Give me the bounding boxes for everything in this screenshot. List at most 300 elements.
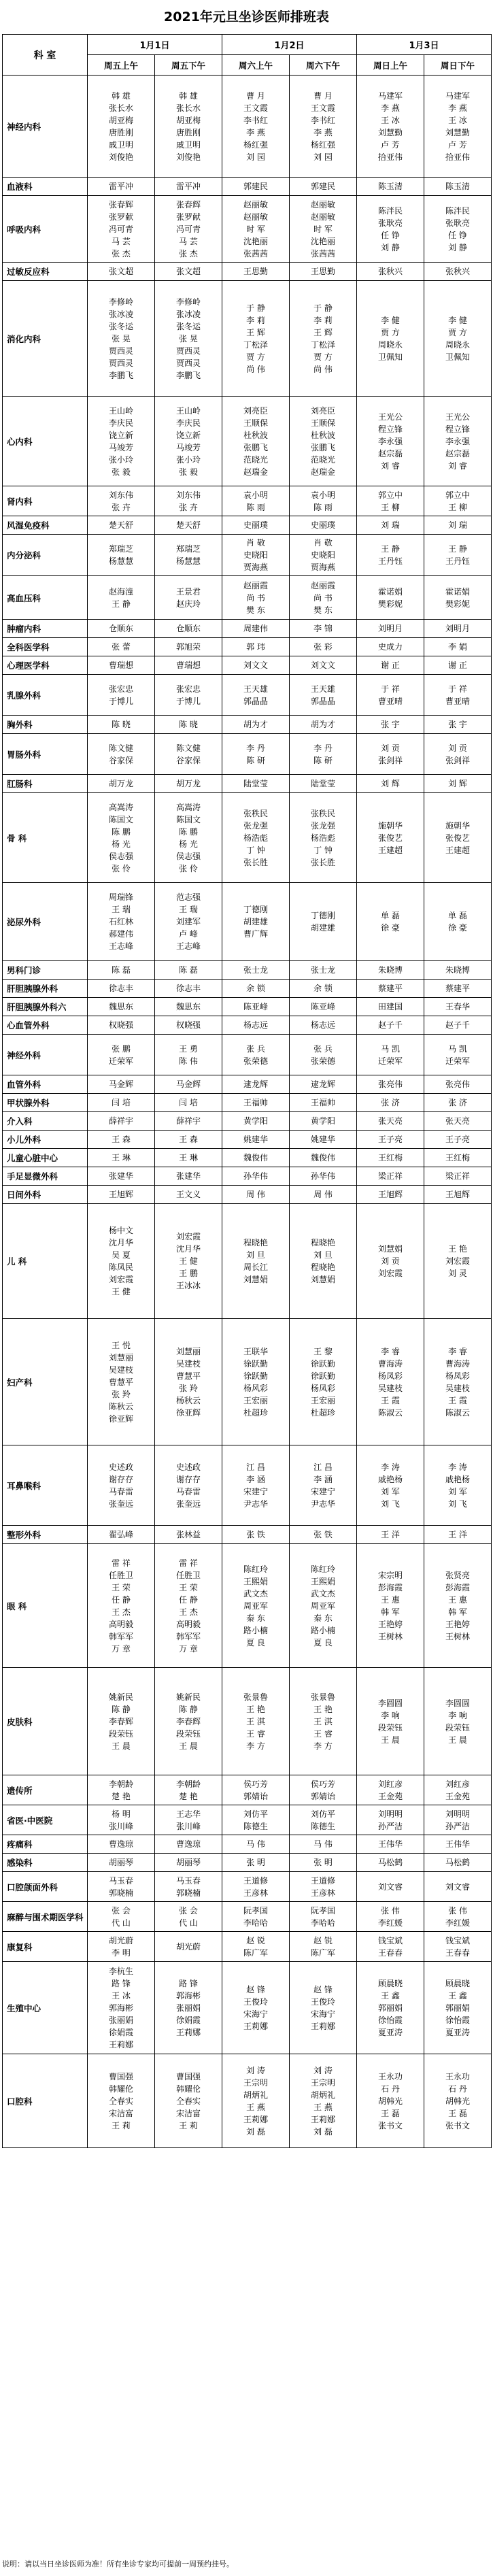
doctor-cell: 张秩民 张龙强 杨浩彪 丁 钟 张长胜 bbox=[290, 793, 357, 883]
table-row bbox=[3, 1932, 492, 1962]
doctor-cell: 李 娟 bbox=[424, 638, 492, 656]
doctor-cell: 曹瑞想 bbox=[88, 656, 155, 675]
doctor-cell: 余 锁 bbox=[222, 980, 290, 998]
doctor-cell: 梁正祥 bbox=[424, 1167, 492, 1186]
doctor-cell: 魏思东 bbox=[155, 998, 222, 1016]
doctor-cell: 张 兵 张荣德 bbox=[222, 1035, 290, 1075]
doctor-cell: 张贤亮 彭海霞 王 惠 韩 军 王艳婷 王树林 bbox=[424, 1544, 492, 1668]
doctor-cell: 王 洋 bbox=[424, 1526, 492, 1544]
doctor-cell: 李 丹 陈 研 bbox=[222, 734, 290, 775]
doctor-cell: 范志强 王 瑞 刘建军 卢 峰 王志峰 bbox=[155, 883, 222, 961]
table-row bbox=[3, 620, 492, 638]
doctor-cell: 陈 晓 bbox=[155, 716, 222, 734]
doctor-cell: 刘文文 bbox=[290, 656, 357, 675]
doctor-cell: 王 静 王丹钰 bbox=[424, 535, 492, 576]
dept-name: 皮肤科 bbox=[3, 1668, 88, 1775]
doctor-cell: 杨中文 沈月华 吴 夏 陈凤民 刘宏霞 王 健 bbox=[88, 1204, 155, 1319]
doctor-cell: 韩 雄 张长水 胡亚梅 唐胜刚 戚卫明 刘俊艳 bbox=[155, 76, 222, 178]
dept-name: 小儿外科 bbox=[3, 1131, 88, 1149]
dept-name: 儿 科 bbox=[3, 1204, 88, 1319]
table-row bbox=[3, 516, 492, 535]
doctor-cell: 胡为才 bbox=[222, 716, 290, 734]
doctor-cell: 王山岭 李庆民 饶立新 马竣芳 张小玲 张 毅 bbox=[155, 397, 222, 486]
table-row bbox=[3, 1805, 492, 1835]
schedule-table bbox=[2, 34, 492, 2148]
dept-name: 神经内科 bbox=[3, 76, 88, 178]
doctor-cell: 李 健 贾 方 周晓永 卫佩知 bbox=[357, 281, 424, 397]
doctor-cell: 刘红彦 王金苑 bbox=[424, 1775, 492, 1805]
doctor-cell: 李 丹 陈 研 bbox=[290, 734, 357, 775]
doctor-cell: 曹 月 王文霞 李书红 李 燕 杨红强 刘 园 bbox=[290, 76, 357, 178]
doctor-cell: 刘 贡 张剑祥 bbox=[357, 734, 424, 775]
doctor-cell: 张 宇 bbox=[357, 716, 424, 734]
dept-name: 肛肠科 bbox=[3, 775, 88, 793]
doctor-cell: 王子亮 bbox=[424, 1131, 492, 1149]
doctor-cell: 张建华 bbox=[88, 1167, 155, 1186]
doctor-cell: 张秋兴 bbox=[424, 263, 492, 281]
doctor-cell: 张 会 代 山 bbox=[155, 1902, 222, 1932]
doctor-cell: 施朝华 张俊艺 王建超 bbox=[424, 793, 492, 883]
table-row bbox=[3, 1319, 492, 1445]
doctor-cell: 仓顺东 bbox=[88, 620, 155, 638]
doctor-cell: 赵丽敏 赵丽敏 时 军 沈艳丽 张茜茜 bbox=[222, 196, 290, 263]
doctor-cell: 高嵩涛 陈国文 陈 鹏 杨 光 侯志强 张 伶 bbox=[88, 793, 155, 883]
doctor-cell: 李圆圆 李 响 段荣钰 王 晨 bbox=[424, 1668, 492, 1775]
doctor-cell: 王思勤 bbox=[222, 263, 290, 281]
table-row bbox=[3, 775, 492, 793]
doctor-cell: 逮龙辉 bbox=[222, 1075, 290, 1094]
doctor-cell: 钱宝斌 王春春 bbox=[357, 1932, 424, 1962]
doctor-cell: 马 凯 迁荣军 bbox=[424, 1035, 492, 1075]
doctor-cell: 刘 辉 bbox=[424, 775, 492, 793]
table-row bbox=[3, 1204, 492, 1319]
table-row bbox=[3, 178, 492, 196]
table-row bbox=[3, 1167, 492, 1186]
doctor-cell: 马 伟 bbox=[222, 1835, 290, 1854]
doctor-cell: 徐志丰 bbox=[155, 980, 222, 998]
doctor-cell: 史成力 bbox=[357, 638, 424, 656]
dept-name: 血管外科 bbox=[3, 1075, 88, 1094]
dept-name: 胸外科 bbox=[3, 716, 88, 734]
doctor-cell: 赵子千 bbox=[424, 1016, 492, 1035]
doctor-cell: 王福帅 bbox=[222, 1094, 290, 1112]
doctor-cell: 刘明月 bbox=[357, 620, 424, 638]
doctor-cell: 于 静 李 莉 王 辉 丁松泽 贾 方 尚 伟 bbox=[222, 281, 290, 397]
doctor-cell: 马 凯 迁荣军 bbox=[357, 1035, 424, 1075]
doctor-cell: 张秩民 张龙强 杨浩彪 丁 钟 张长胜 bbox=[222, 793, 290, 883]
doctor-cell: 侯巧芳 郭婧诒 bbox=[222, 1775, 290, 1805]
session-header: 周六上午 bbox=[222, 55, 290, 76]
doctor-cell: 肖 敬 史晓阳 贾海燕 bbox=[222, 535, 290, 576]
doctor-cell: 阮孝国 李哈哈 bbox=[290, 1902, 357, 1932]
doctor-cell: 胡光蔚 bbox=[155, 1932, 222, 1962]
doctor-cell: 张春辉 张罗献 冯可青 马 芸 张 杰 bbox=[88, 196, 155, 263]
doctor-cell: 赵丽霞 尚 书 樊 东 bbox=[290, 576, 357, 620]
doctor-cell: 雷 祥 任胜卫 王 荣 任 静 王 杰 高明毅 韩军军 万 章 bbox=[88, 1544, 155, 1668]
doctor-cell: 王 勇 陈 伟 bbox=[155, 1035, 222, 1075]
dept-name: 眼 科 bbox=[3, 1544, 88, 1668]
doctor-cell: 施朝华 张俊艺 王建超 bbox=[357, 793, 424, 883]
session-header: 周日上午 bbox=[357, 55, 424, 76]
doctor-cell: 王伟华 bbox=[424, 1835, 492, 1854]
doctor-cell: 胡万龙 bbox=[88, 775, 155, 793]
day-header: 1月3日 bbox=[357, 35, 492, 55]
doctor-cell: 张 铁 bbox=[290, 1526, 357, 1544]
doctor-cell: 王 洋 bbox=[357, 1526, 424, 1544]
table-row bbox=[3, 1131, 492, 1149]
doctor-cell: 逮龙辉 bbox=[290, 1075, 357, 1094]
table-row bbox=[3, 716, 492, 734]
doctor-cell: 曹瑞想 bbox=[155, 656, 222, 675]
doctor-cell: 张 济 bbox=[357, 1094, 424, 1112]
doctor-cell: 陈亚峰 bbox=[290, 998, 357, 1016]
table-row bbox=[3, 1016, 492, 1035]
doctor-cell: 李 健 贾 方 周晓永 卫佩知 bbox=[424, 281, 492, 397]
doctor-cell: 张林益 bbox=[155, 1526, 222, 1544]
doctor-cell: 李圆圆 李 响 段荣钰 王 晨 bbox=[357, 1668, 424, 1775]
doctor-cell: 李 睿 曹海涛 杨凤彩 吴建枝 王 霞 陈淑云 bbox=[357, 1319, 424, 1445]
doctor-cell: 李修岭 张冰凌 张冬运 张 晃 贾西灵 贾西灵 李鹏飞 bbox=[88, 281, 155, 397]
dept-name: 麻醉与围术期医学科 bbox=[3, 1902, 88, 1932]
doctor-cell: 王旭辉 bbox=[88, 1186, 155, 1204]
doctor-cell: 曹国强 韩耀伦 仝春实 宋洁富 王 莉 bbox=[155, 2054, 222, 2148]
doctor-cell: 张秋兴 bbox=[357, 263, 424, 281]
dept-name: 男科门诊 bbox=[3, 961, 88, 980]
doctor-cell: 王景君 赵庆玲 bbox=[155, 576, 222, 620]
doctor-cell: 张 彩 bbox=[290, 638, 357, 656]
doctor-cell: 胡万龙 bbox=[155, 775, 222, 793]
table-row bbox=[3, 76, 492, 178]
doctor-cell: 王伟华 bbox=[357, 1835, 424, 1854]
doctor-cell: 王志华 张川峰 bbox=[155, 1805, 222, 1835]
doctor-cell: 蔡建平 bbox=[424, 980, 492, 998]
doctor-cell: 翟弘峰 bbox=[88, 1526, 155, 1544]
doctor-cell: 楚天舒 bbox=[155, 516, 222, 535]
doctor-cell: 楚天舒 bbox=[88, 516, 155, 535]
dept-name: 肾内科 bbox=[3, 486, 88, 516]
table-row bbox=[3, 1149, 492, 1167]
doctor-cell: 闫 培 bbox=[88, 1094, 155, 1112]
doctor-cell: 史述政 谢存存 马春雷 张奎远 bbox=[88, 1445, 155, 1526]
table-row bbox=[3, 1094, 492, 1112]
doctor-cell: 蔡建平 bbox=[357, 980, 424, 998]
table-row bbox=[3, 576, 492, 620]
doctor-cell: 王道修 王彦林 bbox=[222, 1872, 290, 1902]
doctor-cell: 王福帅 bbox=[290, 1094, 357, 1112]
doctor-cell: 赵 锐 陈广军 bbox=[222, 1932, 290, 1962]
doctor-cell: 权晓强 bbox=[155, 1016, 222, 1035]
doctor-cell: 钱宝斌 王春春 bbox=[424, 1932, 492, 1962]
doctor-cell: 王红梅 bbox=[424, 1149, 492, 1167]
doctor-cell: 李 睿 曹海涛 杨凤彩 吴建枝 王 霞 陈淑云 bbox=[424, 1319, 492, 1445]
doctor-cell: 王道修 王彦林 bbox=[290, 1872, 357, 1902]
table-row bbox=[3, 656, 492, 675]
doctor-cell: 魏俊伟 bbox=[290, 1149, 357, 1167]
doctor-cell: 袁小明 陈 雨 bbox=[222, 486, 290, 516]
doctor-cell: 马松鹤 bbox=[424, 1854, 492, 1872]
table-row bbox=[3, 1902, 492, 1932]
doctor-cell: 马建军 李 燕 王 冰 刘慧勤 卢 芳 拾亚伟 bbox=[357, 76, 424, 178]
doctor-cell: 李朝龄 楚 艳 bbox=[155, 1775, 222, 1805]
doctor-cell: 李杭生 路 锋 王 冰 郭海彬 张丽娟 徐娟霞 王莉娜 bbox=[88, 1962, 155, 2054]
doctor-cell: 胡丽琴 bbox=[155, 1854, 222, 1872]
doctor-cell: 孙华伟 bbox=[222, 1167, 290, 1186]
doctor-cell: 袁小明 陈 雨 bbox=[290, 486, 357, 516]
doctor-cell: 刘 瑞 bbox=[357, 516, 424, 535]
dept-name: 乳腺外科 bbox=[3, 675, 88, 716]
doctor-cell: 王 艳 刘宏霞 刘 灵 bbox=[424, 1204, 492, 1319]
doctor-cell: 陈红玲 王熙娟 武文杰 周亚军 秦 东 路小楠 夏 良 bbox=[222, 1544, 290, 1668]
doctor-cell: 刘明明 孙严洁 bbox=[357, 1805, 424, 1835]
doctor-cell: 姚建华 bbox=[290, 1131, 357, 1149]
doctor-cell: 张 明 bbox=[290, 1854, 357, 1872]
dept-name: 血液科 bbox=[3, 178, 88, 196]
doctor-cell: 张 鹏 迁荣军 bbox=[88, 1035, 155, 1075]
doctor-cell: 宋宗明 彭海霞 王 惠 韩 军 王艳婷 王树林 bbox=[357, 1544, 424, 1668]
doctor-cell: 胡丽琴 bbox=[88, 1854, 155, 1872]
doctor-cell: 魏思东 bbox=[88, 998, 155, 1016]
doctor-cell: 陈 晓 bbox=[88, 716, 155, 734]
doctor-cell: 曹国强 韩耀伦 仝春实 宋洁富 王 莉 bbox=[88, 2054, 155, 2148]
dept-name: 疼痛科 bbox=[3, 1835, 88, 1854]
dept-name: 肿瘤内科 bbox=[3, 620, 88, 638]
doctor-cell: 史丽璞 bbox=[222, 516, 290, 535]
table-row bbox=[3, 397, 492, 486]
doctor-cell: 李 涛 戚艳杨 刘 军 刘 飞 bbox=[424, 1445, 492, 1526]
doctor-cell: 刘慧娟 刘 贡 刘宏霞 bbox=[357, 1204, 424, 1319]
doctor-cell: 王红梅 bbox=[357, 1149, 424, 1167]
doctor-cell: 陈 磊 bbox=[88, 961, 155, 980]
day-header: 1月1日 bbox=[88, 35, 222, 55]
doctor-cell: 曹逸琼 bbox=[88, 1835, 155, 1854]
doctor-cell: 刘文文 bbox=[222, 656, 290, 675]
session-header: 周日下午 bbox=[424, 55, 492, 76]
doctor-cell: 刘文睿 bbox=[357, 1872, 424, 1902]
doctor-cell: 郭建民 bbox=[290, 178, 357, 196]
doctor-cell: 王春华 bbox=[424, 998, 492, 1016]
doctor-cell: 刘亮臣 王顺保 杜秋波 张鹏飞 范晓光 赵瑞金 bbox=[222, 397, 290, 486]
doctor-cell: 王光公 程立锋 李永强 赵宗磊 刘 睿 bbox=[424, 397, 492, 486]
doctor-cell: 张建华 bbox=[155, 1167, 222, 1186]
doctor-cell: 张宏忠 于博儿 bbox=[155, 675, 222, 716]
doctor-cell: 胡光蔚 李 明 bbox=[88, 1932, 155, 1962]
doctor-cell: 于 静 李 莉 王 辉 丁松泽 贾 方 尚 伟 bbox=[290, 281, 357, 397]
doctor-cell: 陈 磊 bbox=[155, 961, 222, 980]
doctor-cell: 李 涛 戚艳杨 刘 军 刘 飞 bbox=[357, 1445, 424, 1526]
doctor-cell: 霍诺娟 樊彩妮 bbox=[424, 576, 492, 620]
dept-name: 省医·中医院 bbox=[3, 1805, 88, 1835]
dept-name: 全科医学科 bbox=[3, 638, 88, 656]
doctor-cell: 于 祥 曹亚晴 bbox=[424, 675, 492, 716]
doctor-cell: 陈文健 谷家保 bbox=[155, 734, 222, 775]
page-title: 2021年元旦坐诊医师排班表 bbox=[164, 10, 329, 24]
doctor-cell: 杨 明 张川峰 bbox=[88, 1805, 155, 1835]
table-row bbox=[3, 980, 492, 998]
doctor-cell: 于 祥 曹亚晴 bbox=[357, 675, 424, 716]
doctor-cell: 马玉春 郭晓楠 bbox=[155, 1872, 222, 1902]
dept-name: 神经外科 bbox=[3, 1035, 88, 1075]
dept-header: 科 室 bbox=[3, 35, 88, 76]
doctor-cell: 郭立中 王 柳 bbox=[424, 486, 492, 516]
dept-name: 心内科 bbox=[3, 397, 88, 486]
dept-name: 口腔科 bbox=[3, 2054, 88, 2148]
table-row bbox=[3, 1544, 492, 1668]
doctor-cell: 王山岭 李庆民 饶立新 马竣芳 张小玲 张 毅 bbox=[88, 397, 155, 486]
dept-name: 整形外科 bbox=[3, 1526, 88, 1544]
doctor-cell: 周 伟 bbox=[222, 1186, 290, 1204]
table-row bbox=[3, 998, 492, 1016]
doctor-cell: 王思勤 bbox=[290, 263, 357, 281]
doctor-cell: 张春辉 张罗献 冯可青 马 芸 张 杰 bbox=[155, 196, 222, 263]
dept-name: 胃肠外科 bbox=[3, 734, 88, 775]
doctor-cell: 孙华伟 bbox=[290, 1167, 357, 1186]
doctor-cell: 雷平冲 bbox=[155, 178, 222, 196]
doctor-cell: 阮孝国 李哈哈 bbox=[222, 1902, 290, 1932]
doctor-cell: 郭建民 bbox=[222, 178, 290, 196]
table-row bbox=[3, 1035, 492, 1075]
doctor-cell: 马金辉 bbox=[88, 1075, 155, 1094]
doctor-cell: 马建军 李 燕 王 冰 刘慧勤 卢 芳 拾亚伟 bbox=[424, 76, 492, 178]
doctor-cell: 谢 正 bbox=[357, 656, 424, 675]
doctor-cell: 丁德刚 胡建雄 bbox=[290, 883, 357, 961]
doctor-cell: 刘 涛 王宗明 胡炳礼 王 燕 王莉娜 刘 磊 bbox=[290, 2054, 357, 2148]
table-row bbox=[3, 883, 492, 961]
doctor-cell: 张 明 bbox=[222, 1854, 290, 1872]
doctor-cell: 刘东伟 张 卉 bbox=[88, 486, 155, 516]
doctor-cell: 王联华 徐跃勤 徐跃勤 杨风彩 王宏丽 杜超珍 bbox=[222, 1319, 290, 1445]
doctor-cell: 顾晨晓 王 鑫 郭丽娟 徐怡霞 夏亚涛 bbox=[424, 1962, 492, 2054]
doctor-cell: 陈玉清 bbox=[357, 178, 424, 196]
doctor-cell: 梁正祥 bbox=[357, 1167, 424, 1186]
doctor-cell: 张天亮 bbox=[424, 1112, 492, 1131]
doctor-cell: 王 琳 bbox=[155, 1149, 222, 1167]
doctor-cell: 单 磊 徐 豪 bbox=[424, 883, 492, 961]
doctor-cell: 郭 玮 bbox=[222, 638, 290, 656]
doctor-cell: 单 磊 徐 豪 bbox=[357, 883, 424, 961]
doctor-cell: 魏俊伟 bbox=[222, 1149, 290, 1167]
dept-name: 遗传所 bbox=[3, 1775, 88, 1805]
doctor-cell: 程晓艳 刘 旦 程晓艳 刘慧娟 bbox=[290, 1204, 357, 1319]
doctor-cell: 程晓艳 刘 旦 周长江 刘慧娟 bbox=[222, 1204, 290, 1319]
doctor-cell: 张景鲁 王 艳 王 淇 王 睿 李 方 bbox=[222, 1668, 290, 1775]
doctor-cell: 黄学阳 bbox=[222, 1112, 290, 1131]
dept-name: 消化内科 bbox=[3, 281, 88, 397]
doctor-cell: 张宏忠 于博儿 bbox=[88, 675, 155, 716]
doctor-cell: 王 琳 bbox=[88, 1149, 155, 1167]
dept-name: 肝胆胰腺外科 bbox=[3, 980, 88, 998]
doctor-cell: 丁德刚 胡建雄 曹广辉 bbox=[222, 883, 290, 961]
doctor-cell: 陆堂莹 bbox=[290, 775, 357, 793]
doctor-cell: 朱晓博 bbox=[424, 961, 492, 980]
doctor-cell: 刘东伟 张 卉 bbox=[155, 486, 222, 516]
doctor-cell: 赵丽敏 赵丽敏 时 军 沈艳丽 张茜茜 bbox=[290, 196, 357, 263]
doctor-cell: 史丽璞 bbox=[290, 516, 357, 535]
doctor-cell: 张亮伟 bbox=[424, 1075, 492, 1094]
table-row bbox=[3, 1112, 492, 1131]
doctor-cell: 刘 辉 bbox=[357, 775, 424, 793]
doctor-cell: 陈泮民 张耿亮 任 铮 刘 静 bbox=[424, 196, 492, 263]
dept-name: 康复科 bbox=[3, 1932, 88, 1962]
doctor-cell: 王旭辉 bbox=[357, 1186, 424, 1204]
doctor-cell: 史述政 谢存存 马春雷 张奎远 bbox=[155, 1445, 222, 1526]
dept-name: 高血压科 bbox=[3, 576, 88, 620]
dept-name: 心血管外科 bbox=[3, 1016, 88, 1035]
doctor-cell: 王文义 bbox=[155, 1186, 222, 1204]
doctor-cell: 王子亮 bbox=[357, 1131, 424, 1149]
doctor-cell: 黄学阳 bbox=[290, 1112, 357, 1131]
doctor-cell: 王 黎 徐跃勤 徐跃勤 杨凤彩 王宏丽 杜超珍 bbox=[290, 1319, 357, 1445]
doctor-cell: 赵海潼 王 静 bbox=[88, 576, 155, 620]
doctor-cell: 杨志远 bbox=[222, 1016, 290, 1035]
table-row bbox=[3, 1668, 492, 1775]
doctor-cell: 姚建华 bbox=[222, 1131, 290, 1149]
doctor-cell: 周 伟 bbox=[290, 1186, 357, 1204]
doctor-cell: 张士龙 bbox=[222, 961, 290, 980]
doctor-cell: 张景鲁 王 艳 王 淇 王 睿 李 方 bbox=[290, 1668, 357, 1775]
doctor-cell: 张亮伟 bbox=[357, 1075, 424, 1094]
doctor-cell: 郭旭荣 bbox=[155, 638, 222, 656]
table-row bbox=[3, 196, 492, 263]
doctor-cell: 刘明月 bbox=[424, 620, 492, 638]
doctor-cell: 陈亚峰 bbox=[222, 998, 290, 1016]
table-row bbox=[3, 1854, 492, 1872]
doctor-cell: 徐志丰 bbox=[88, 980, 155, 998]
table-row bbox=[3, 1835, 492, 1854]
dept-name: 肝胆胰腺外科六 bbox=[3, 998, 88, 1016]
doctor-cell: 刘红彦 王金苑 bbox=[357, 1775, 424, 1805]
doctor-cell: 顾晨晓 王 鑫 郭丽娟 徐怡霞 夏亚涛 bbox=[357, 1962, 424, 2054]
table-row bbox=[3, 486, 492, 516]
doctor-cell: 杨志远 bbox=[290, 1016, 357, 1035]
dept-name: 甲状腺外科 bbox=[3, 1094, 88, 1112]
doctor-cell: 刘仿平 陈德生 bbox=[222, 1805, 290, 1835]
doctor-cell: 张 济 bbox=[424, 1094, 492, 1112]
dept-name: 口腔颌面外科 bbox=[3, 1872, 88, 1902]
doctor-cell: 刘 贡 张剑祥 bbox=[424, 734, 492, 775]
session-header: 周五上午 bbox=[88, 55, 155, 76]
dept-name: 感染科 bbox=[3, 1854, 88, 1872]
doctor-cell: 王 悦 刘慧丽 吴建枝 曹慧平 张 羚 陈秋云 徐亚辉 bbox=[88, 1319, 155, 1445]
doctor-cell: 张 兵 张荣德 bbox=[290, 1035, 357, 1075]
doctor-cell: 周建伟 bbox=[222, 620, 290, 638]
doctor-cell: 曹 月 王文霞 李书红 李 燕 杨红强 刘 园 bbox=[222, 76, 290, 178]
doctor-cell: 仓顺东 bbox=[155, 620, 222, 638]
dept-name: 内分泌科 bbox=[3, 535, 88, 576]
doctor-cell: 陈玉清 bbox=[424, 178, 492, 196]
table-row bbox=[3, 961, 492, 980]
table-row bbox=[3, 1872, 492, 1902]
doctor-cell: 姚新民 陈 静 李春辉 段荣钰 王 晨 bbox=[155, 1668, 222, 1775]
doctor-cell: 王天雄 郭晶晶 bbox=[290, 675, 357, 716]
doctor-cell: 李朝龄 楚 艳 bbox=[88, 1775, 155, 1805]
doctor-cell: 王永功 石 丹 胡韩光 王 磊 张书文 bbox=[424, 2054, 492, 2148]
doctor-cell: 韩 雄 张长水 胡亚梅 唐胜刚 戚卫明 刘俊艳 bbox=[88, 76, 155, 178]
doctor-cell: 李修岭 张冰凌 张冬运 张 晃 贾西灵 贾西灵 李鹏飞 bbox=[155, 281, 222, 397]
doctor-cell: 张文超 bbox=[88, 263, 155, 281]
doctor-cell: 赵 锋 王俊玲 宋海宁 王莉娜 bbox=[290, 1962, 357, 2054]
table-row bbox=[3, 1526, 492, 1544]
doctor-cell: 薛祥宇 bbox=[88, 1112, 155, 1131]
table-row bbox=[3, 1186, 492, 1204]
doctor-cell: 赵 锐 陈广军 bbox=[290, 1932, 357, 1962]
dept-name: 风湿免疫科 bbox=[3, 516, 88, 535]
dept-name: 心理医学科 bbox=[3, 656, 88, 675]
table-row bbox=[3, 2054, 492, 2148]
doctor-cell: 侯巧芳 郭婧诒 bbox=[290, 1775, 357, 1805]
dept-name: 生殖中心 bbox=[3, 1962, 88, 2054]
table-row bbox=[3, 1445, 492, 1526]
doctor-cell: 田建国 bbox=[357, 998, 424, 1016]
